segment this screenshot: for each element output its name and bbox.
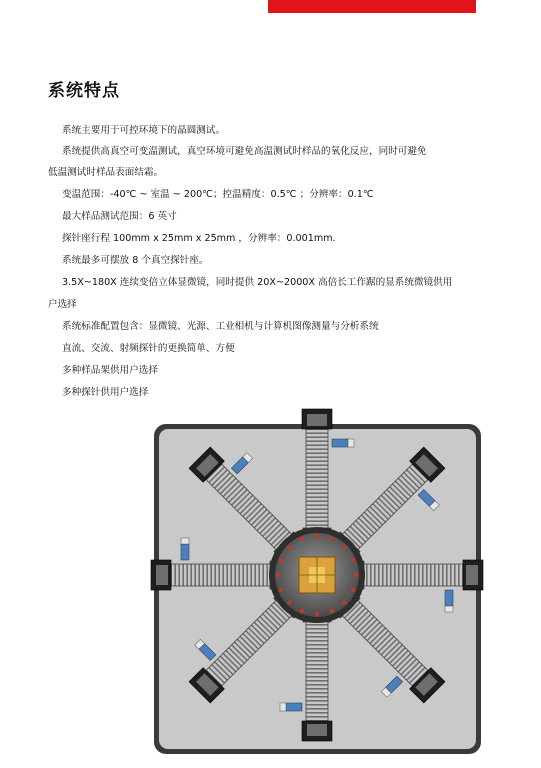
chamber-bolt bbox=[354, 573, 358, 577]
chamber-bolt bbox=[300, 537, 304, 541]
chamber-bolt bbox=[287, 600, 291, 604]
header-accent-bar bbox=[268, 0, 476, 13]
feature-line: 最大样品测试范围：6 英寸 bbox=[62, 211, 177, 222]
chamber-bolt bbox=[279, 558, 283, 562]
feature-line: 3.5X~180X 连续变倍立体显微镜，同时提供 20X~2000X 高倍长工作踞的显系统微镜供用 bbox=[62, 277, 453, 288]
vacuum-chamber bbox=[269, 527, 365, 623]
feature-line: 多种样品架供用户选择 bbox=[62, 365, 158, 376]
chamber-bolt bbox=[300, 609, 304, 613]
probe-station-image bbox=[150, 400, 485, 764]
feature-line: 变温范围：-40℃ ~ 室温 ~ 200℃；控温精度：0.5℃ ；分辨率：0.1℃ bbox=[62, 189, 374, 200]
chamber-bolt bbox=[351, 558, 355, 562]
chamber-bolt bbox=[315, 534, 319, 538]
chamber-bolt bbox=[279, 588, 283, 592]
chamber-bolt bbox=[342, 600, 346, 604]
feature-line: 系统提供高真空可变温测试，真空环境可避免高温测试时样品的氧化反应，同时可避免 bbox=[62, 146, 427, 157]
feature-line: 系统主要用于可控环境下的晶圆测试。 bbox=[62, 125, 226, 136]
section-title: 系统特点 bbox=[48, 81, 120, 101]
feature-line: 系统最多可摆放 8 个真空探针座。 bbox=[62, 255, 209, 266]
feature-line: 低温测试时样品表面结霜。 bbox=[48, 167, 164, 178]
chamber-bolt bbox=[351, 588, 355, 592]
feature-line: 直流、交流、射频探针的更换简单、方便 bbox=[62, 343, 235, 354]
feature-line: 户选择 bbox=[48, 299, 77, 310]
chamber-bolt bbox=[276, 573, 280, 577]
chamber-bolt bbox=[315, 612, 319, 616]
chamber-bolt bbox=[330, 609, 334, 613]
feature-line: 探针座行程 100mm x 25mm x 25mm ，分辨率：0.001mm. bbox=[62, 233, 336, 244]
chamber-bolt bbox=[287, 545, 291, 549]
chamber-bolt bbox=[330, 537, 334, 541]
feature-line: 系统标准配置包含：显微镜、光源、工业相机与计算机图像测量与分析系统 bbox=[62, 321, 379, 332]
chamber-bolt bbox=[342, 545, 346, 549]
feature-line: 多种探针供用户选择 bbox=[62, 387, 149, 398]
